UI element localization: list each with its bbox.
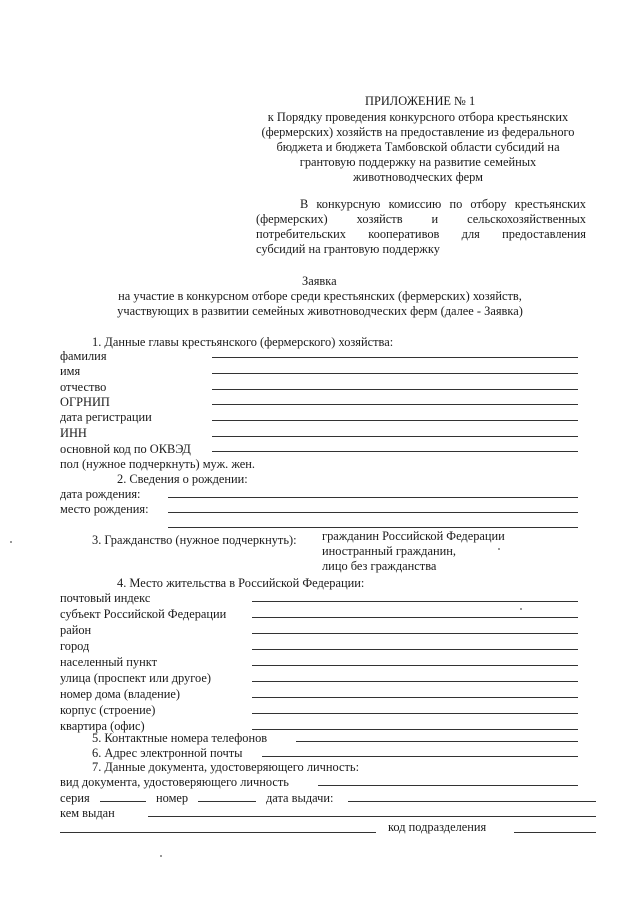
input-issue-date[interactable] xyxy=(348,801,596,802)
addressee-line: потребительских кооперативов для предоставления xyxy=(256,227,586,241)
appendix-line: животноводческих ферм xyxy=(353,170,483,184)
label-issue-date: дата выдачи: xyxy=(266,791,334,805)
section6-heading: 6. Адрес электронной почты xyxy=(92,746,243,760)
input-city[interactable] xyxy=(252,649,578,650)
input-street[interactable] xyxy=(252,681,578,682)
label-subject: субъект Российской Федерации xyxy=(60,607,227,621)
addressee-line: (фермерских) хозяйств и сельскохозяйственных xyxy=(256,212,586,226)
input-surname[interactable] xyxy=(212,357,578,358)
input-birth-place[interactable] xyxy=(168,512,578,513)
label-building: корпус (строение) xyxy=(60,703,156,717)
label-okved: основной код по ОКВЭД xyxy=(60,442,191,456)
label-district: район xyxy=(60,623,92,637)
label-number: номер xyxy=(156,791,189,805)
citizenship-option-stateless[interactable]: лицо без гражданства xyxy=(322,559,437,573)
input-district[interactable] xyxy=(252,633,578,634)
addressee-line: субсидий на грантовую поддержку xyxy=(256,242,440,256)
input-dept-code[interactable] xyxy=(514,832,596,833)
input-patronymic[interactable] xyxy=(212,389,578,390)
label-surname: фамилия xyxy=(60,349,107,363)
label-house: номер дома (владение) xyxy=(60,687,181,701)
scan-speck xyxy=(160,855,162,857)
input-issued-by[interactable] xyxy=(148,816,596,817)
addressee-line: В конкурсную комиссию по отбору крестьянских xyxy=(300,197,586,211)
section5-heading: 5. Контактные номера телефонов xyxy=(92,731,268,745)
label-patronymic: отчество xyxy=(60,380,107,394)
citizenship-option-rf[interactable]: гражданин Российской Федерации xyxy=(322,529,505,543)
label-apartment: квартира (офис) xyxy=(60,719,145,733)
section1-heading: 1. Данные главы крестьянского (фермерского) хозяйства: xyxy=(92,335,394,349)
scan-speck xyxy=(520,608,522,610)
input-inn[interactable] xyxy=(212,436,578,437)
input-settlement[interactable] xyxy=(252,665,578,666)
input-house[interactable] xyxy=(252,697,578,698)
input-reg-date[interactable] xyxy=(212,420,578,421)
input-doc-type[interactable] xyxy=(318,785,578,786)
application-subtitle: на участие в конкурсном отборе среди крестьянских (фермерских) хозяйств, xyxy=(118,289,522,303)
input-phone[interactable] xyxy=(296,741,578,742)
input-name[interactable] xyxy=(212,373,578,374)
label-ogrnip: ОГРНИП xyxy=(60,395,110,409)
input-birth-place-continued[interactable] xyxy=(168,527,578,528)
scan-speck xyxy=(498,548,500,550)
section2-heading: 2. Сведения о рождении: xyxy=(117,472,248,486)
input-birth-date[interactable] xyxy=(168,497,578,498)
section4-heading: 4. Место жительства в Российской Федерации: xyxy=(117,576,365,590)
input-apartment[interactable] xyxy=(252,729,578,730)
input-email[interactable] xyxy=(262,756,578,757)
gender-select[interactable]: пол (нужное подчеркнуть) муж. жен. xyxy=(60,457,255,471)
application-subtitle: участвующих в развитии семейных животноводческих ферм (далее - Заявка) xyxy=(117,304,523,318)
appendix-line: к Порядку проведения конкурсного отбора крестьянских xyxy=(267,110,569,124)
appendix-line: грантовую поддержку на развитие семейных xyxy=(299,155,537,169)
input-subject[interactable] xyxy=(252,617,578,618)
label-inn: ИНН xyxy=(60,426,87,440)
input-okved[interactable] xyxy=(212,451,578,452)
label-issued-by: кем выдан xyxy=(60,806,115,820)
input-ogrnip[interactable] xyxy=(212,404,578,405)
label-reg-date: дата регистрации xyxy=(60,410,152,424)
scan-speck xyxy=(10,541,12,543)
application-title: Заявка xyxy=(302,274,337,288)
label-postal-index: почтовый индекс xyxy=(60,591,151,605)
label-doc-type: вид документа, удостоверяющего личность xyxy=(60,775,289,789)
label-city: город xyxy=(60,639,90,653)
label-settlement: населенный пункт xyxy=(60,655,158,669)
section7-heading: 7. Данные документа, удостоверяющего личность: xyxy=(92,760,360,774)
input-building[interactable] xyxy=(252,713,578,714)
citizenship-option-foreign[interactable]: иностранный гражданин, xyxy=(322,544,456,558)
label-birth-place: место рождения: xyxy=(60,502,149,516)
label-birth-date: дата рождения: xyxy=(60,487,141,501)
input-issued-by-continued[interactable] xyxy=(60,832,376,833)
input-postal-index[interactable] xyxy=(252,601,578,602)
label-name: имя xyxy=(60,364,81,378)
input-number[interactable] xyxy=(198,801,256,802)
label-dept-code: код подразделения xyxy=(388,820,487,834)
label-series: серия xyxy=(60,791,90,805)
label-street: улица (проспект или другое) xyxy=(60,671,211,685)
appendix-title: ПРИЛОЖЕНИЕ № 1 xyxy=(365,94,476,108)
appendix-line: бюджета и бюджета Тамбовской области субсидий на xyxy=(276,140,560,154)
section3-heading: 3. Гражданство (нужное подчеркнуть): xyxy=(92,533,297,547)
appendix-line: (фермерских) хозяйств на предоставление из федерального xyxy=(261,125,575,139)
input-series[interactable] xyxy=(100,801,146,802)
